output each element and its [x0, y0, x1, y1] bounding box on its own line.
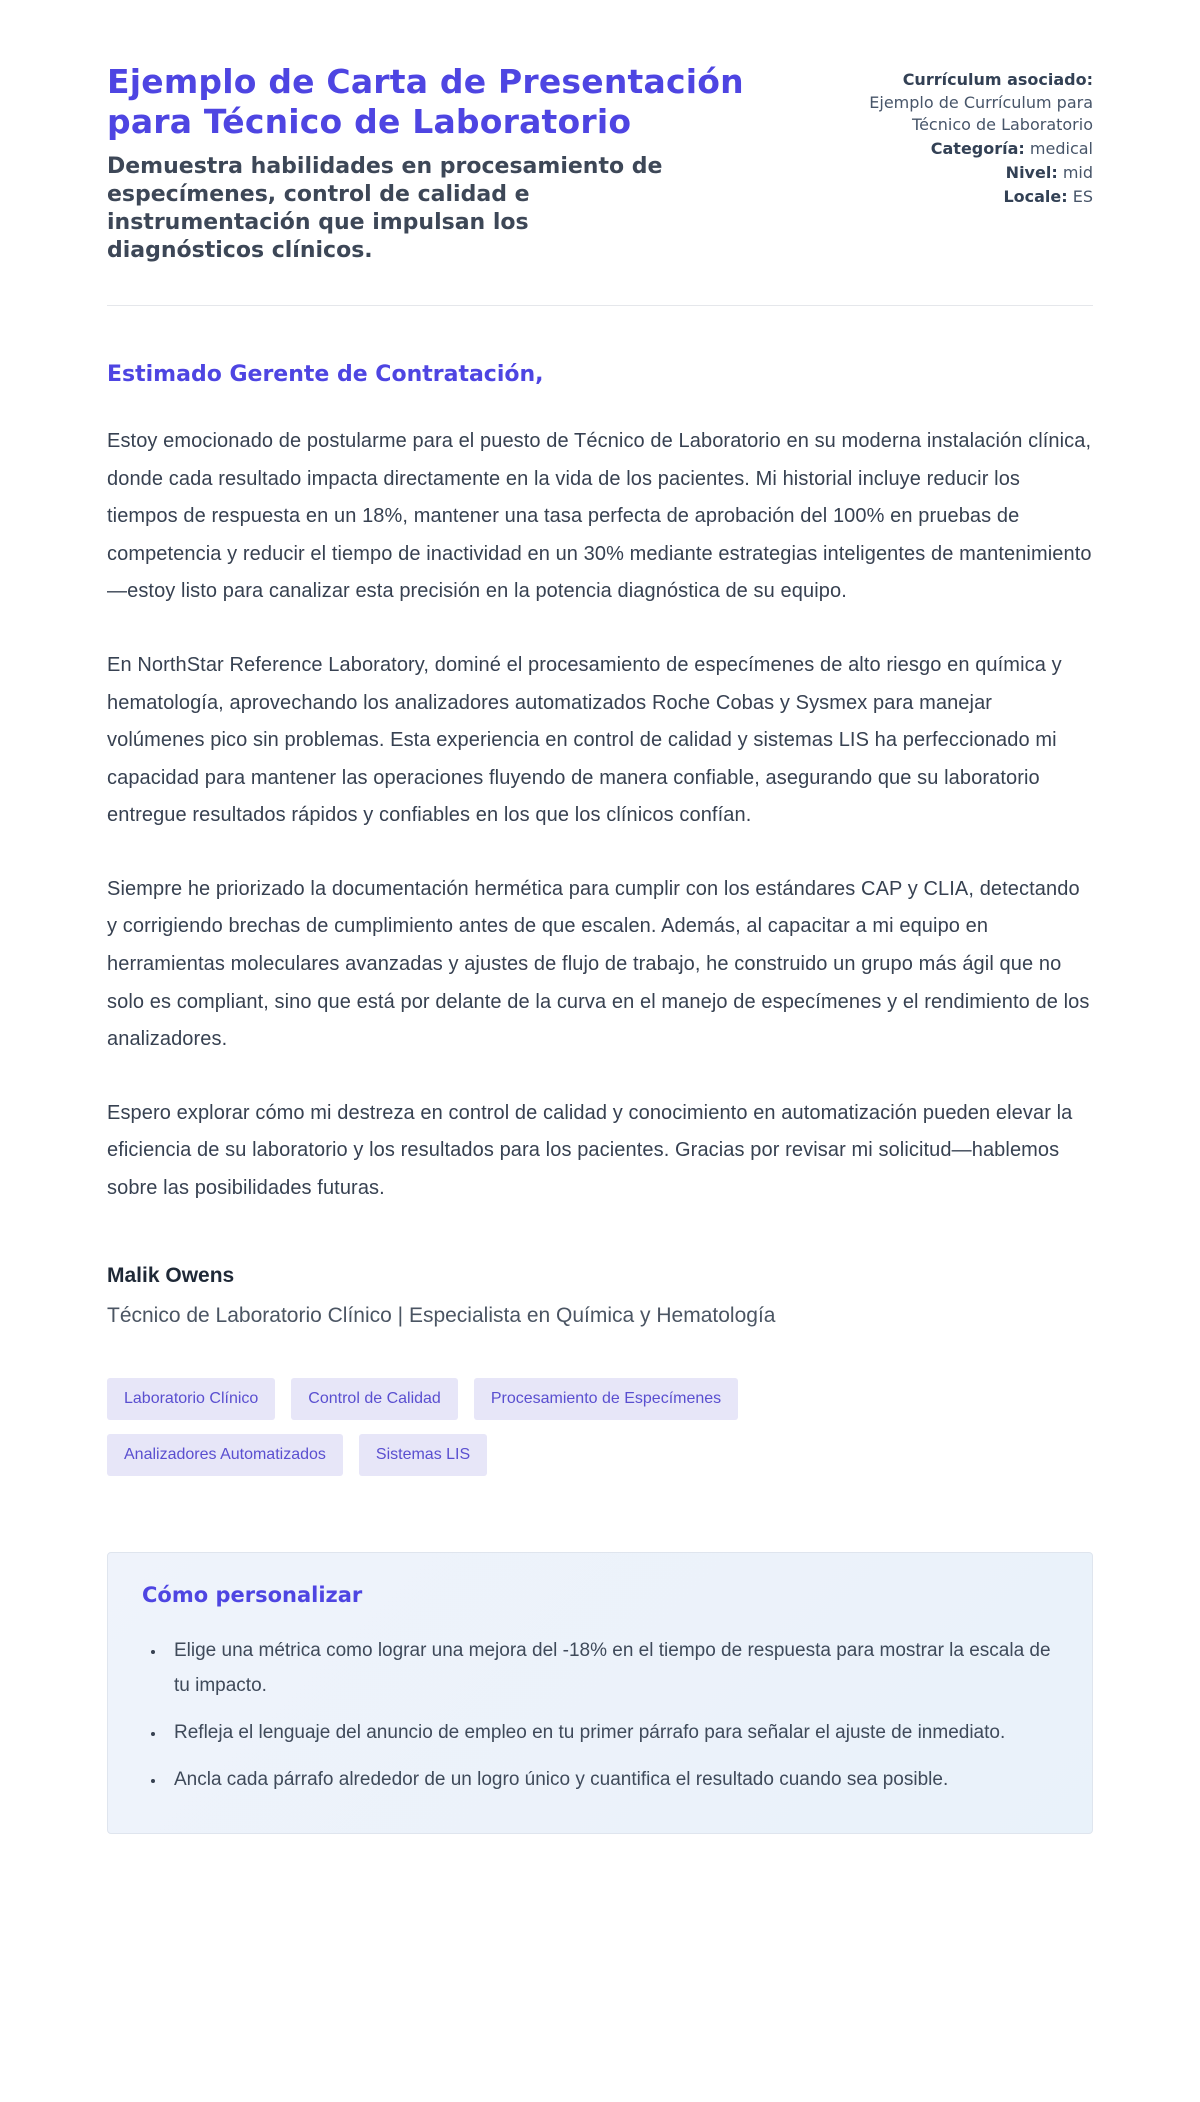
tag-chip-laboratorio-clinico[interactable]: Laboratorio Clínico — [107, 1378, 275, 1420]
tips-list — [142, 1633, 1058, 1798]
header-title-block — [107, 62, 747, 265]
tip-item-1: • Elige una métrica como lograr una mejora del -18% en el tiempo de respuesta para mostrar la escala de tu impacto. — [166, 1633, 1058, 1703]
page-container — [107, 0, 1093, 1904]
letter-body — [107, 362, 1093, 1328]
meta-locale-value: ES — [1072, 186, 1093, 206]
meta-locale-label: Locale: — [1003, 186, 1068, 206]
document-meta — [843, 62, 1093, 208]
letter-paragraph-2: En NorthStar Reference Laboratory, dominé el procesamiento de especímenes de alto riesgo en química y hematología, aprovechando los analizadores automatizados Roche Cobas y Sysmex para manejar volúmenes pico sin problemas. Esta experiencia en control de calidad y sistemas LIS ha perfeccionado mi capacidad para mantener las operaciones fluyendo de manera confiable, asegurando que su laboratorio entregue resultados rápidos y confiables en los que los clínicos confían. — [107, 653, 1062, 827]
signature-role: Técnico de Laboratorio Clínico | Especialista en Química y Hematología — [107, 1303, 776, 1327]
tips-heading: Cómo personalizar — [142, 1582, 363, 1607]
meta-resume-value: Ejemplo de Currículum para Técnico de Laboratorio — [869, 92, 1093, 135]
tag-chip-sistemas-lis[interactable]: Sistemas LIS — [359, 1434, 487, 1476]
tip-item-3: • Ancla cada párrafo alrededor de un logro único y cuantifica el resultado cuando sea posible. — [166, 1762, 1058, 1797]
tag-list — [107, 1378, 807, 1476]
tip-item-2: • Refleja el lenguaje del anuncio de empleo en tu primer párrafo para señalar el ajuste de inmediato. — [166, 1715, 1058, 1750]
signature-name: Malik Owens — [107, 1263, 235, 1287]
page-title: Ejemplo de Carta de Presentación para Técnico de Laboratorio — [107, 62, 744, 141]
meta-category-value: medical — [1029, 139, 1093, 159]
meta-category-label: Categoría: — [930, 139, 1025, 159]
letter-greeting: Estimado Gerente de Contratación, — [107, 361, 544, 387]
meta-level-label: Nivel: — [1005, 162, 1058, 182]
tag-chip-procesamiento-de-especimenes[interactable]: Procesamiento de Especímenes — [474, 1378, 738, 1420]
section-divider — [107, 305, 1093, 306]
meta-level-value: mid — [1062, 162, 1093, 182]
tag-chip-control-de-calidad[interactable]: Control de Calidad — [291, 1378, 458, 1420]
letter-paragraph-4: Espero explorar cómo mi destreza en control de calidad y conocimiento en automatización pueden elevar la eficiencia de su laboratorio y los resultados para los pacientes. Gracias por revisar mi solicitud—hablemos sobre las posibilidades futuras. — [107, 1101, 1073, 1200]
meta-locale — [843, 186, 1093, 209]
letter-paragraph-3: Siempre he priorizado la documentación hermética para cumplir con los estándares CAP y CLIA, detectando y corrigiendo brechas de cumplimiento antes de que escalen. Además, al capacitar a mi equipo en herramientas moleculares avanzadas y ajustes de flujo de trabajo, he construido un grupo más ágil que no solo es compliant, sino que está por delante de la curva en el manejo de especímenes y el rendimiento de los analizadores. — [107, 877, 1090, 1051]
tag-chip-analizadores-automatizados[interactable]: Analizadores Automatizados — [107, 1434, 343, 1476]
meta-resume-label: Currículum asociado: — [902, 70, 1093, 89]
meta-associated-resume — [843, 69, 1093, 137]
meta-level — [843, 162, 1093, 185]
letter-paragraph-1: Estoy emocionado de postularme para el puesto de Técnico de Laboratorio en su moderna instalación clínica, donde cada resultado impacta directamente en la vida de los pacientes. Mi historial incluye reducir los tiempos de respuesta en un 18%, mantener una tasa perfecta de aprobación del 100% en pruebas de competencia y reducir el tiempo de inactividad en un 30% mediante estrategias inteligentes de mantenimiento—estoy listo para canalizar esta precisión en la potencia diagnóstica de su equipo. — [107, 429, 1092, 603]
bottom-spacer — [107, 1834, 1093, 1904]
page-subtitle: Demuestra habilidades en procesamiento de especímenes, control de calidad e instrumentación que impulsan los diagnósticos clínicos. — [107, 154, 663, 263]
header — [107, 62, 1093, 265]
meta-category — [843, 138, 1093, 161]
customization-tips-box — [107, 1552, 1093, 1835]
